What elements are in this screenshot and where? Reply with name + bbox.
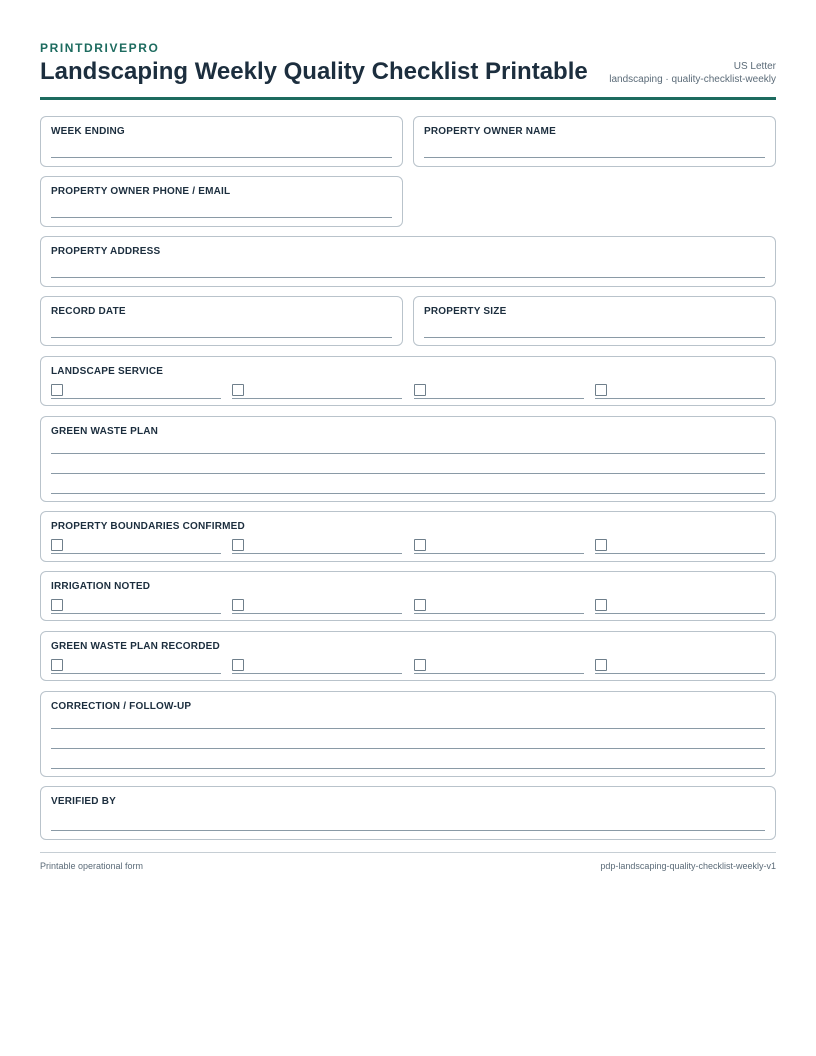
write-line[interactable] bbox=[51, 748, 765, 749]
landscape-service-field bbox=[40, 356, 776, 406]
checkbox-icon[interactable] bbox=[51, 539, 63, 551]
option-line bbox=[51, 384, 221, 399]
option-line bbox=[232, 599, 402, 614]
form-footer bbox=[40, 852, 776, 871]
field-label: PROPERTY SIZE bbox=[424, 306, 507, 317]
checkbox-icon[interactable] bbox=[51, 599, 63, 611]
field-label: PROPERTY OWNER PHONE / EMAIL bbox=[51, 186, 231, 197]
field-label: PROPERTY ADDRESS bbox=[51, 246, 161, 257]
property-address-field bbox=[40, 236, 776, 287]
page-title: Landscaping Weekly Quality Checklist Printable bbox=[40, 58, 588, 85]
checkbox-icon[interactable] bbox=[595, 599, 607, 611]
checkbox-icon[interactable] bbox=[51, 384, 63, 396]
correction-followup-field bbox=[40, 691, 776, 777]
checkbox-icon[interactable] bbox=[232, 384, 244, 396]
form-id: pdp-landscaping-quality-checklist-weekly-v1 bbox=[600, 861, 776, 871]
form-meta bbox=[609, 60, 776, 86]
checkbox-icon[interactable] bbox=[414, 384, 426, 396]
write-line[interactable] bbox=[51, 277, 765, 278]
write-line[interactable] bbox=[424, 337, 765, 338]
field-label: WEEK ENDING bbox=[51, 126, 125, 137]
green-waste-recorded-field bbox=[40, 631, 776, 681]
checkbox-icon[interactable] bbox=[595, 384, 607, 396]
field-label: LANDSCAPE SERVICE bbox=[51, 366, 164, 377]
write-line[interactable] bbox=[51, 217, 392, 218]
write-line[interactable] bbox=[424, 157, 765, 158]
owner-contact-field bbox=[40, 176, 403, 227]
checkbox-icon[interactable] bbox=[232, 539, 244, 551]
checkbox-icon[interactable] bbox=[232, 659, 244, 671]
option-line bbox=[595, 384, 765, 399]
option-line bbox=[595, 659, 765, 674]
property-size-field bbox=[413, 296, 776, 346]
checkbox-icon[interactable] bbox=[414, 659, 426, 671]
field-label: GREEN WASTE PLAN bbox=[51, 426, 159, 437]
option-line bbox=[414, 384, 584, 399]
week-ending-field bbox=[40, 116, 403, 167]
option-line bbox=[232, 384, 402, 399]
field-label: PROPERTY OWNER NAME bbox=[424, 126, 556, 137]
option-line bbox=[51, 539, 221, 554]
owner-name-field bbox=[413, 116, 776, 167]
option-line bbox=[51, 659, 221, 674]
green-waste-plan-field bbox=[40, 416, 776, 502]
checkbox-icon[interactable] bbox=[51, 659, 63, 671]
write-line[interactable] bbox=[51, 493, 765, 494]
paper-size: US Letter bbox=[733, 61, 776, 72]
checkbox-icon[interactable] bbox=[595, 539, 607, 551]
option-line bbox=[51, 599, 221, 614]
field-label: PROPERTY BOUNDARIES CONFIRMED bbox=[51, 521, 245, 532]
brand-name: PRINTDRIVEPRO bbox=[40, 41, 160, 55]
record-date-field bbox=[40, 296, 403, 346]
checkbox-icon[interactable] bbox=[595, 659, 607, 671]
option-line bbox=[414, 599, 584, 614]
form-header bbox=[40, 40, 776, 100]
field-label: CORRECTION / FOLLOW-UP bbox=[51, 701, 192, 712]
option-line bbox=[595, 599, 765, 614]
write-line[interactable] bbox=[51, 473, 765, 474]
write-line[interactable] bbox=[51, 728, 765, 729]
option-line bbox=[232, 659, 402, 674]
checkbox-icon[interactable] bbox=[414, 539, 426, 551]
checkbox-icon[interactable] bbox=[232, 599, 244, 611]
write-line[interactable] bbox=[51, 830, 765, 831]
option-line bbox=[414, 659, 584, 674]
boundaries-confirmed-field bbox=[40, 511, 776, 562]
write-line[interactable] bbox=[51, 453, 765, 454]
form-tags: landscaping · quality-checklist-weekly bbox=[609, 74, 776, 85]
write-line[interactable] bbox=[51, 337, 392, 338]
write-line[interactable] bbox=[51, 157, 392, 158]
checkbox-icon[interactable] bbox=[414, 599, 426, 611]
field-label: IRRIGATION NOTED bbox=[51, 581, 151, 592]
option-line bbox=[595, 539, 765, 554]
verified-by-field bbox=[40, 786, 776, 840]
field-label: RECORD DATE bbox=[51, 306, 126, 317]
write-line[interactable] bbox=[51, 768, 765, 769]
footer-note: Printable operational form bbox=[40, 861, 144, 871]
option-line bbox=[414, 539, 584, 554]
irrigation-noted-field bbox=[40, 571, 776, 621]
field-label: VERIFIED BY bbox=[51, 796, 116, 807]
field-label: GREEN WASTE PLAN RECORDED bbox=[51, 641, 220, 652]
option-line bbox=[232, 539, 402, 554]
